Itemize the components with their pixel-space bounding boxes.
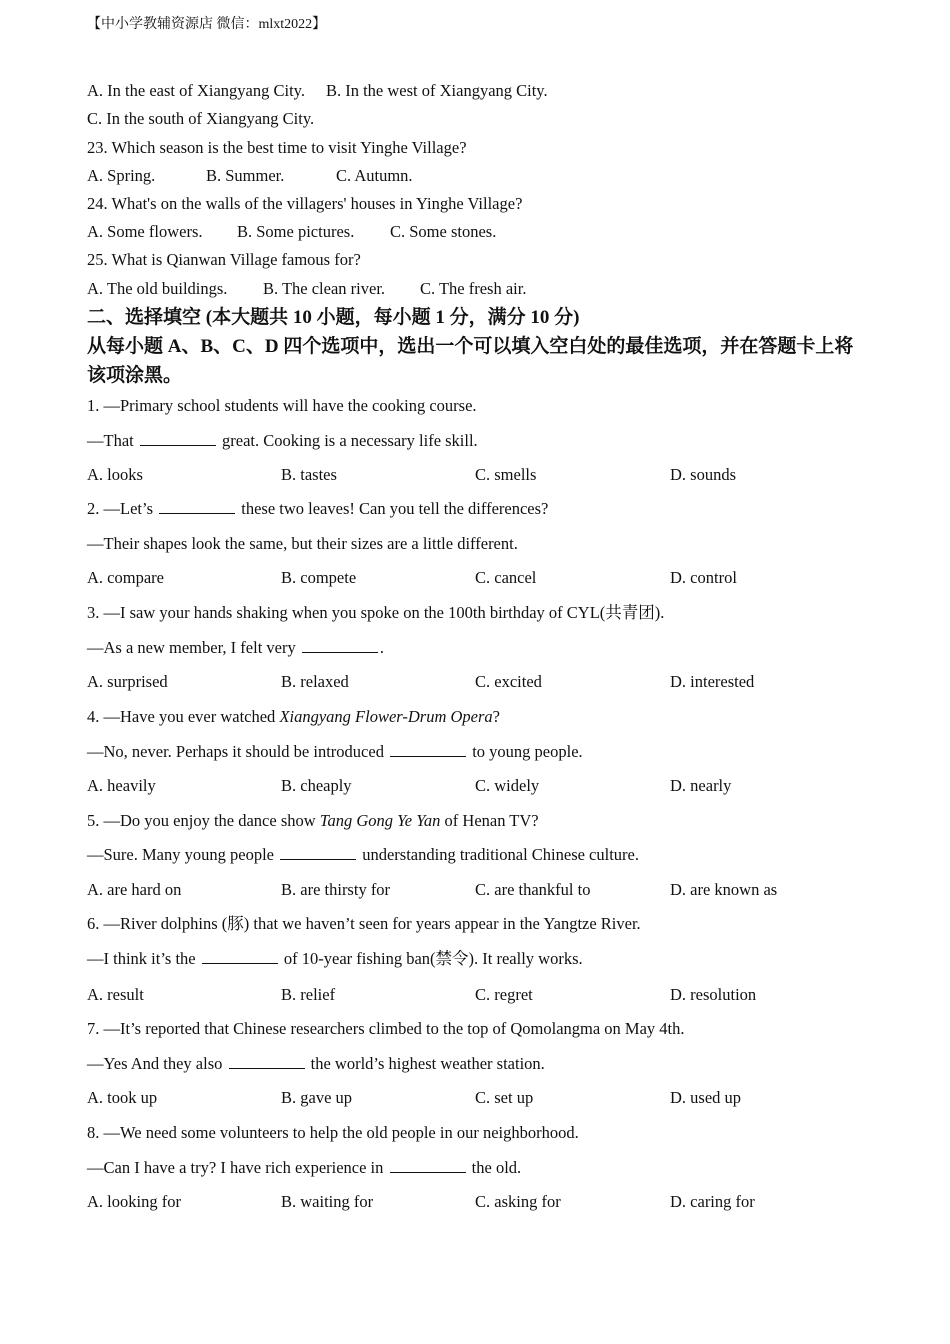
question-text: 25. What is Qianwan Village famous for? [87,250,361,269]
section-instruction: 从每小题 A、B、C、D 四个选项中，选出一个可以填入空白处的最佳选项，并在答题卡上将该项涂黑。 [87,336,854,386]
q23-options [87,166,413,186]
option-c: C. cancel [475,568,537,587]
option-a: A. compare [87,568,164,587]
option-c: C. excited [475,672,542,691]
option-b: B. relief [281,985,336,1004]
question-text: 7. —It’s reported that Chinese researchers climbed to the top of Qomolangma on May 4th. [87,1019,685,1038]
question-text: 6. —River dolphins (豚) that we haven’t seen for years appear in the Yangtze River. [87,914,641,933]
question-text: 8. —We need some volunteers to help the old people in our neighborhood. [87,1123,579,1142]
option-b: B. relaxed [281,672,349,691]
option-a: A. are hard on [87,880,182,899]
option-a: A. looks [87,465,143,484]
answer-line: —I think it’s the of 10-year fishing ban(禁令). It really works. [87,949,583,968]
option-d: D. resolution [670,985,757,1004]
option-c: C. regret [475,985,533,1004]
page-header: 【中小学教辅资源店 微信：mlxt2022】 [87,17,327,32]
option: C. Some stones. [390,222,497,241]
option-a: A. result [87,985,144,1004]
option-d: D. control [670,568,737,587]
option-c: C. asking for [475,1192,561,1211]
option-b: B. tastes [281,465,337,484]
question-text: 2. —Let’s these two leaves! Can you tell the differences? [87,499,549,518]
option-c: C. are thankful to [475,880,591,899]
options-row [87,1088,867,1108]
option-b: B. gave up [281,1088,353,1107]
option: C. The fresh air. [420,279,527,298]
answer-line: —Their shapes look the same, but their sizes are a little different. [87,534,518,553]
option-d: D. sounds [670,465,737,484]
answer-line: —Sure. Many young people understanding traditional Chinese culture. [87,845,639,864]
question-text: 4. —Have you ever watched Xiangyang Flower-Drum Opera? [87,707,500,726]
q22-options-line2: C. In the south of Xiangyang City. [87,109,315,128]
answer-line: —Yes And they also the world’s highest weather station. [87,1054,545,1073]
options-row [87,672,867,692]
option-c: C. smells [475,465,537,484]
option: A. Some flowers. [87,222,203,241]
option-d: D. caring for [670,1192,755,1211]
option: B. The clean river. [263,279,386,298]
question-text: 1. —Primary school students will have the cooking course. [87,396,477,415]
options-row [87,776,867,796]
options-row [87,985,867,1005]
answer-blank [302,638,378,653]
option-b: B. waiting for [281,1192,374,1211]
option-b: B. compete [281,568,357,587]
opera-title: Xiangyang Flower-Drum Opera [279,707,493,726]
option: A. The old buildings. [87,279,228,298]
options-row [87,465,867,485]
answer-blank [390,742,466,757]
answer-blank [390,1158,466,1173]
option-a: A. took up [87,1088,158,1107]
option-c: C. set up [475,1088,534,1107]
option: B. Summer. [206,166,285,185]
option-d: D. nearly [670,776,732,795]
q24-options [87,222,496,242]
answer-blank [229,1054,305,1069]
option: B. In the west of Xiangyang City. [325,81,548,100]
options-row [87,1192,867,1212]
question-text: 3. —I saw your hands shaking when you spoke on the 100th birthday of CYL(共青团). [87,603,665,622]
option: C. Autumn. [336,166,413,185]
q22-options-line1 [87,81,548,101]
option-d: D. used up [670,1088,742,1107]
option-c: C. widely [475,776,540,795]
option-b: B. are thirsty for [281,880,391,899]
option-d: D. are known as [670,880,778,899]
answer-blank [280,845,356,860]
answer-blank [202,949,278,964]
option-a: A. heavily [87,776,156,795]
option: B. Some pictures. [237,222,355,241]
option-b: B. cheaply [281,776,352,795]
question-text: 24. What's on the walls of the villagers' houses in Yinghe Village? [87,194,523,213]
answer-line: —That great. Cooking is a necessary life skill. [87,431,478,450]
question-text: 23. Which season is the best time to visit Yinghe Village? [87,138,467,157]
answer-line: —As a new member, I felt very . [87,638,384,657]
answer-blank [159,499,235,514]
answer-blank [140,431,216,446]
option-a: A. surprised [87,672,168,691]
question-text: 5. —Do you enjoy the dance show Tang Gong Ye Yan of Henan TV? [87,811,539,830]
q25-options [87,279,526,299]
option: A. In the east of Xiangyang City. [87,81,305,100]
section-title: 二、选择填空 (本大题共 10 小题，每小题 1 分，满分 10 分) [87,307,580,328]
option: A. Spring. [87,166,156,185]
options-row [87,568,867,588]
show-title: Tang Gong Ye Yan [319,811,441,830]
option-a: A. looking for [87,1192,181,1211]
options-row [87,880,867,900]
answer-line: —Can I have a try? I have rich experience in the old. [87,1158,522,1177]
answer-line: —No, never. Perhaps it should be introduced to young people. [87,742,583,761]
option-d: D. interested [670,672,755,691]
